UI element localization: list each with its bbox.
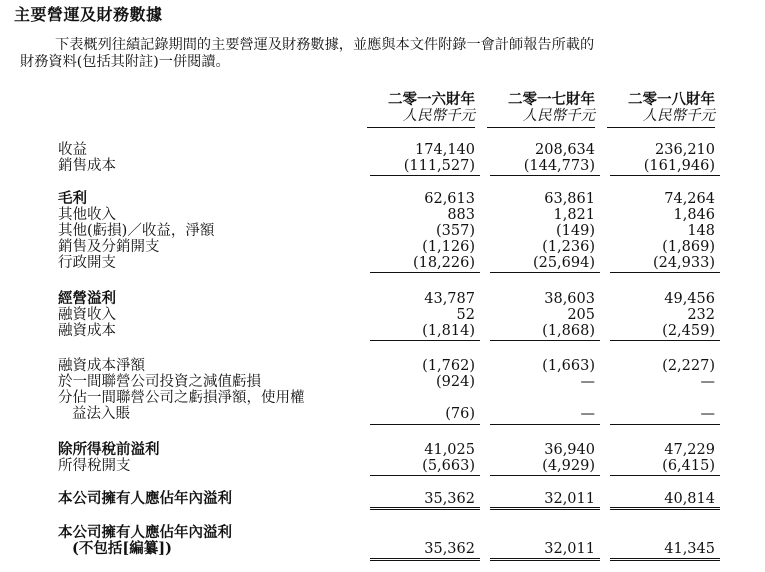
- row-label: 本公司擁有人應佔年內溢利: [58, 524, 232, 541]
- row-value-fy2018: 1,846: [673, 207, 715, 223]
- row-value-fy2018: (6,415): [662, 458, 715, 474]
- row-value-fy2018: (24,933): [652, 255, 715, 271]
- row-label: 收益: [58, 142, 87, 158]
- row-value-fy2017: (4,929): [542, 458, 595, 474]
- row-label: 毛利: [58, 190, 87, 207]
- total-double-rule: [610, 507, 720, 510]
- row-value-fy2017: 208,634: [535, 142, 595, 158]
- subtotal-rule: [370, 272, 480, 273]
- table-row: [0, 158, 765, 174]
- table-row: [0, 223, 765, 239]
- row-value-fy2017: 38,603: [544, 291, 595, 307]
- total-double-rule: [490, 507, 600, 510]
- total-double-rule: [610, 558, 720, 561]
- total-double-rule: [490, 558, 600, 561]
- column-header-rule: [607, 125, 715, 128]
- row-label: 分佔一間聯營公司之虧損淨額，使用權: [58, 390, 305, 406]
- row-value-fy2016: 35,362: [424, 541, 475, 557]
- row-value-fy2018: 236,210: [655, 142, 715, 158]
- row-label: 除所得稅前溢利: [58, 441, 160, 458]
- row-label: 於一間聯營公司投資之減值虧損: [58, 374, 261, 390]
- total-double-rule: [370, 507, 480, 510]
- row-value-fy2017: 1,821: [553, 207, 595, 223]
- row-value-fy2017: (144,773): [523, 158, 595, 174]
- row-value-fy2017: 32,011: [544, 491, 595, 507]
- row-value-fy2017: (25,694): [532, 255, 595, 271]
- subtotal-rule: [490, 424, 600, 425]
- row-value-fy2018: (1,869): [662, 239, 715, 255]
- row-label: (不包括[編纂]): [72, 540, 172, 557]
- row-value-fy2017: (1,868): [542, 323, 595, 339]
- row-value-fy2018: (161,946): [643, 158, 715, 174]
- table-row: [0, 191, 765, 207]
- row-value-fy2018: 232: [687, 307, 715, 323]
- column-currency: 人民幣千元: [522, 108, 595, 124]
- column-year: 二零一六財年: [388, 91, 475, 108]
- row-value-fy2017: 36,940: [544, 442, 595, 458]
- row-value-fy2016: 52: [456, 307, 475, 323]
- table-row: [0, 142, 765, 158]
- row-value-fy2016: (18,226): [412, 255, 475, 271]
- row-label: 本公司擁有人應佔年內溢利: [58, 490, 232, 507]
- row-label: 銷售成本: [58, 158, 116, 174]
- row-value-fy2018: 49,456: [664, 291, 715, 307]
- table-row: [0, 291, 765, 307]
- row-value-fy2017: 32,011: [544, 541, 595, 557]
- section-heading: 主要營運及財務數據: [14, 5, 163, 24]
- row-value-fy2018: 47,229: [664, 442, 715, 458]
- table-row: [0, 390, 765, 406]
- column-year: 二零一八財年: [628, 91, 715, 108]
- subtotal-rule: [610, 175, 720, 176]
- row-value-fy2017: 205: [567, 307, 595, 323]
- row-label: 行政開支: [58, 255, 116, 271]
- subtotal-rule: [610, 424, 720, 425]
- subtotal-rule: [490, 272, 600, 273]
- subtotal-rule: [610, 272, 720, 273]
- table-row: [0, 239, 765, 255]
- table-row: [0, 207, 765, 223]
- row-value-fy2018: —: [700, 374, 715, 390]
- table-row: [0, 442, 765, 458]
- row-value-fy2016: (924): [436, 374, 475, 390]
- row-value-fy2018: (2,227): [662, 358, 715, 374]
- row-value-fy2018: 40,814: [664, 491, 715, 507]
- row-value-fy2016: (111,527): [403, 158, 475, 174]
- subtotal-rule: [490, 475, 600, 476]
- row-value-fy2016: 41,025: [424, 442, 475, 458]
- row-label: 其他(虧損)／收益，淨額: [58, 223, 215, 239]
- row-label: 經營溢利: [58, 290, 116, 307]
- row-value-fy2016: (1,126): [422, 239, 475, 255]
- row-label: 其他收入: [58, 207, 116, 223]
- row-value-fy2017: (149): [556, 223, 595, 239]
- row-value-fy2016: (5,663): [422, 458, 475, 474]
- row-label: 融資成本: [58, 323, 116, 339]
- subtotal-rule: [370, 340, 480, 341]
- table-row: [0, 406, 765, 422]
- row-value-fy2016: 174,140: [415, 142, 475, 158]
- total-double-rule: [370, 558, 480, 561]
- row-label: 融資成本淨額: [58, 358, 145, 374]
- row-label: 銷售及分銷開支: [58, 239, 160, 255]
- subtotal-rule: [370, 424, 480, 425]
- row-value-fy2018: (2,459): [662, 323, 715, 339]
- row-label: 所得稅開支: [58, 458, 131, 474]
- intro-paragraph: [20, 37, 740, 71]
- column-header-fy2016: [351, 91, 475, 128]
- row-value-fy2016: 883: [447, 207, 475, 223]
- table-row: [0, 525, 765, 541]
- column-header-rule: [367, 125, 475, 128]
- row-value-fy2016: (76): [445, 406, 475, 422]
- intro-line-2: 財務資料(包括其附註)一併閱讀。: [20, 54, 230, 70]
- intro-line-1: 下表概列往績記錄期間的主要營運及財務數據，並應與本文件附錄一會計師報告所載的: [55, 37, 595, 53]
- column-currency: 人民幣千元: [402, 108, 475, 124]
- row-value-fy2017: —: [580, 374, 595, 390]
- row-value-fy2016: (1,762): [422, 358, 475, 374]
- table-row: [0, 323, 765, 339]
- row-value-fy2017: (1,663): [542, 358, 595, 374]
- row-value-fy2016: 62,613: [424, 191, 475, 207]
- table-row: [0, 491, 765, 507]
- table-row: [0, 358, 765, 374]
- subtotal-rule: [610, 475, 720, 476]
- subtotal-rule: [370, 475, 480, 476]
- row-value-fy2018: 74,264: [664, 191, 715, 207]
- row-value-fy2018: —: [700, 406, 715, 422]
- row-value-fy2017: —: [580, 406, 595, 422]
- row-value-fy2017: 63,861: [544, 191, 595, 207]
- table-row: [0, 255, 765, 271]
- row-label: 融資收入: [58, 307, 116, 323]
- table-row: [0, 541, 765, 557]
- row-value-fy2016: 43,787: [424, 291, 475, 307]
- row-value-fy2016: (1,814): [422, 323, 475, 339]
- row-value-fy2016: (357): [436, 223, 475, 239]
- row-value-fy2017: (1,236): [542, 239, 595, 255]
- column-header-fy2018: [591, 91, 715, 128]
- row-value-fy2016: 35,362: [424, 491, 475, 507]
- column-year: 二零一七財年: [508, 91, 595, 108]
- column-header-fy2017: [471, 91, 595, 128]
- row-label: 益法入賬: [72, 406, 130, 422]
- subtotal-rule: [490, 175, 600, 176]
- table-row: [0, 374, 765, 390]
- subtotal-rule: [610, 340, 720, 341]
- table-row: [0, 307, 765, 323]
- column-header-rule: [487, 125, 595, 128]
- row-value-fy2018: 41,345: [664, 541, 715, 557]
- subtotal-rule: [370, 175, 480, 176]
- table-row: [0, 458, 765, 474]
- subtotal-rule: [490, 340, 600, 341]
- column-currency: 人民幣千元: [642, 108, 715, 124]
- row-value-fy2018: 148: [687, 223, 715, 239]
